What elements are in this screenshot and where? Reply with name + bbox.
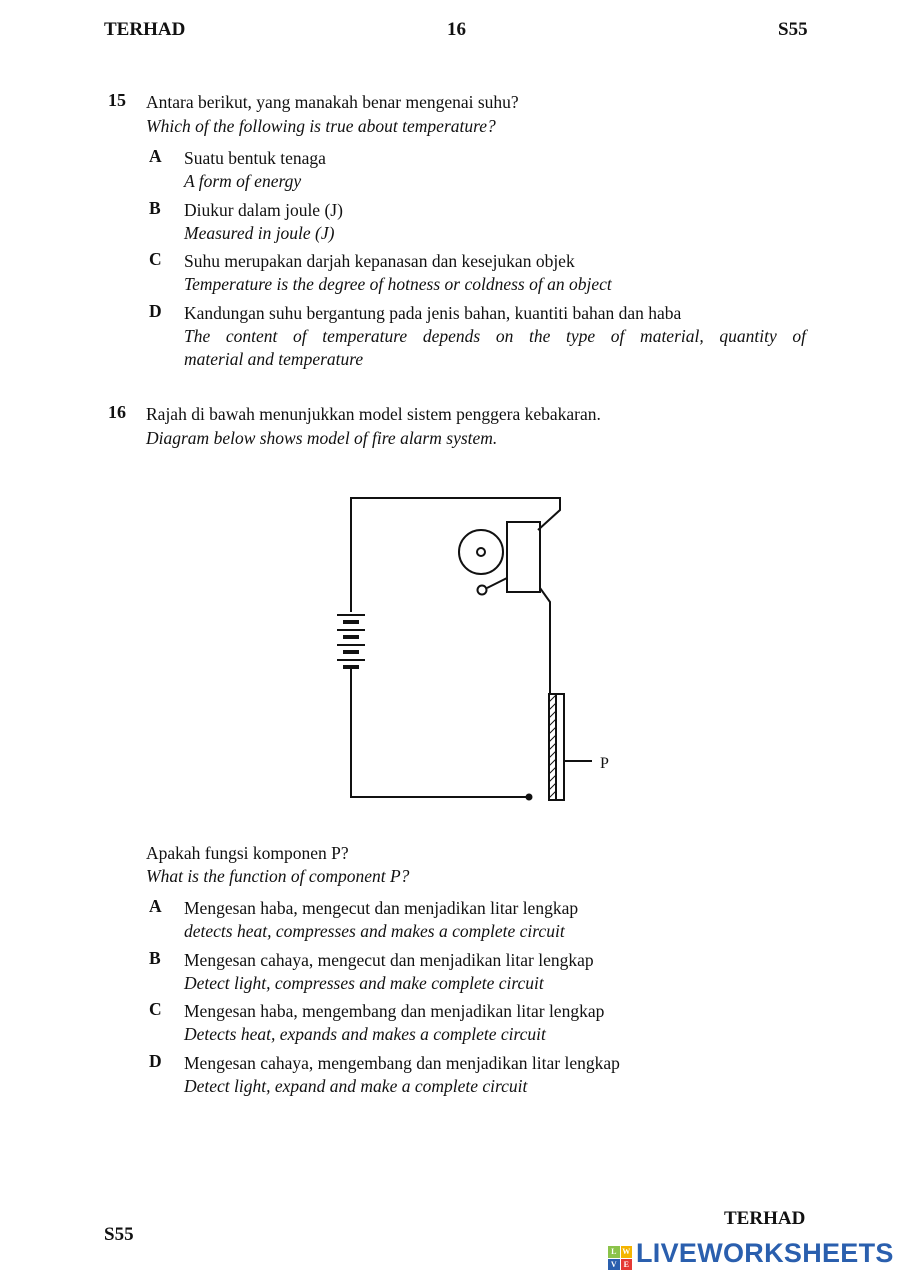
q16-option-a-letter[interactable]: A	[149, 896, 162, 916]
wire-bottom	[351, 668, 528, 797]
q15-option-d-ms: Kandungan suhu bergantung pada jenis bahan, kuantiti bahan dan haba	[184, 303, 682, 323]
q15-option-a-en: A form of energy	[184, 171, 302, 191]
q15-option-a-letter[interactable]: A	[149, 146, 162, 166]
q16-option-d-ms: Mengesan cahaya, mengembang dan menjadikan litar lengkap	[184, 1053, 620, 1073]
q16-option-a-ms: Mengesan haba, mengecut dan menjadikan litar lengkap	[184, 898, 579, 918]
bell-body	[507, 522, 540, 592]
q16-intro-ms: Rajah di bawah menunjukkan model sistem penggera kebakaran.	[146, 404, 601, 424]
liveworksheets-grid-icon: L W V E	[608, 1246, 632, 1270]
component-p-label: P	[600, 755, 609, 772]
q16-option-c-letter[interactable]: C	[149, 999, 162, 1019]
q16-option-d-en: Detect light, expand and make a complete circuit	[184, 1076, 528, 1096]
q16-option-b-ms: Mengesan cahaya, mengecut dan menjadikan litar lengkap	[184, 950, 594, 970]
q16-option-d-letter[interactable]: D	[149, 1051, 162, 1071]
wire-bell-to-strip	[540, 588, 550, 694]
q16-number: 16	[108, 402, 126, 422]
footer-left: S55	[104, 1224, 134, 1245]
q16-option-b-en: Detect light, compresses and make complete circuit	[184, 973, 544, 993]
liveworksheets-brand: LIVEWORKSHEETS	[636, 1238, 894, 1268]
q15-option-b-letter[interactable]: B	[149, 198, 161, 218]
fire-alarm-diagram	[300, 480, 640, 820]
bell-dome	[459, 530, 503, 574]
q16-option-c-ms: Mengesan haba, mengembang dan menjadikan litar lengkap	[184, 1001, 605, 1021]
q15-option-c-en: Temperature is the degree of hotness or coldness of an object	[184, 274, 612, 294]
q16-option-c-en: Detects heat, expands and makes a complete circuit	[184, 1024, 546, 1044]
q15-option-c-letter[interactable]: C	[149, 249, 162, 269]
q15-option-b-en: Measured in joule (J)	[184, 223, 335, 243]
q15-option-d-en-line2: material and temperature	[184, 349, 364, 369]
q15-option-d-letter[interactable]: D	[149, 301, 162, 321]
liveworksheets-logo[interactable]	[608, 1238, 894, 1270]
bell-hammer	[478, 586, 487, 595]
contact-point	[526, 794, 533, 801]
q16-option-b-letter[interactable]: B	[149, 948, 161, 968]
q16-question-ms: Apakah fungsi komponen P?	[146, 843, 349, 863]
q15-number: 15	[108, 90, 126, 110]
wire-top-left	[351, 498, 560, 612]
footer-right: TERHAD	[724, 1208, 806, 1229]
q16-intro-en: Diagram below shows model of fire alarm system.	[146, 428, 498, 448]
header-left: TERHAD	[104, 19, 186, 40]
page-number: 16	[447, 19, 466, 40]
q15-option-d-en-line1: The content of temperature depends on the type of material, quantity of	[184, 326, 806, 346]
q16-option-a-en: detects heat, compresses and makes a complete circuit	[184, 921, 565, 941]
strip-hatching	[549, 695, 556, 798]
bell-hammer-arm	[487, 578, 507, 588]
q15-option-c-ms: Suhu merupakan darjah kepanasan dan kesejukan objek	[184, 251, 575, 271]
bell-center	[477, 548, 485, 556]
q16-question-en: What is the function of component P?	[146, 866, 410, 886]
q15-option-b-ms: Diukur dalam joule (J)	[184, 200, 343, 220]
battery	[337, 615, 365, 667]
q15-option-a-ms: Suatu bentuk tenaga	[184, 148, 326, 168]
q15-question-ms: Antara berikut, yang manakah benar mengenai suhu?	[146, 92, 519, 112]
q15-question-en: Which of the following is true about temperature?	[146, 116, 496, 136]
header-right: S55	[778, 19, 808, 40]
